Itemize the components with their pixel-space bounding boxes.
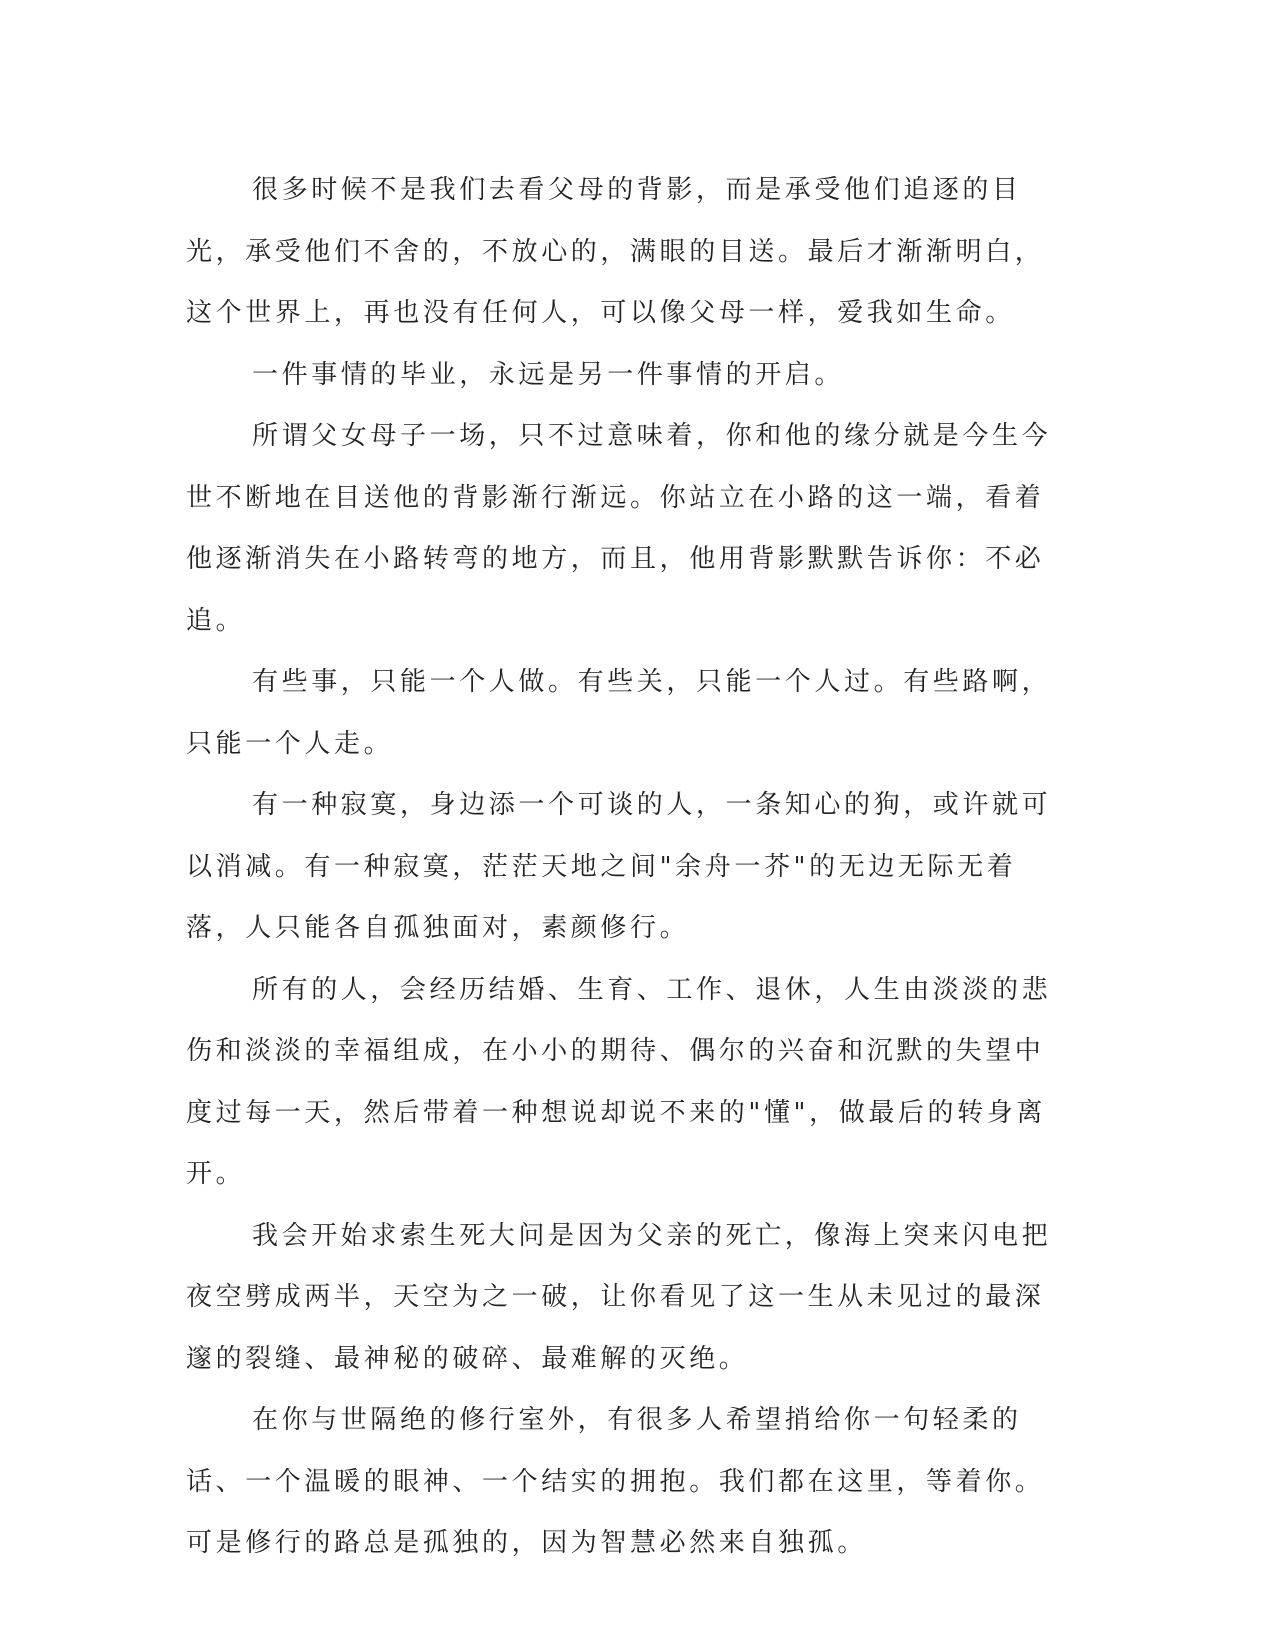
paragraph-5: 有一种寂寞，身边添一个可谈的人，一条知心的狗，或许就可以消减。有一种寂寞，茫茫天地之间"余舟一芥"的无边无际无着落，人只能各自孤独面对，素颜修行。: [186, 790, 1052, 943]
paragraph-4: 有些事，只能一个人做。有些关，只能一个人过。有些路啊，只能一个人走。: [186, 667, 1052, 759]
paragraph-6: 所有的人，会经历结婚、生育、工作、退休，人生由淡淡的悲伤和淡淡的幸福组成，在小小的期待、偶尔的兴奋和沉默的失望中度过每一天，然后带着一种想说却说不来的"懂"，做最后的转身离开。: [186, 974, 1052, 1189]
paragraph-2: 一件事情的毕业，永远是另一件事情的开启。: [252, 359, 845, 390]
paragraph-7: 我会开始求索生死大问是因为父亲的死亡，像海上突来闪电把夜空劈成两半，天空为之一破，让你看见了这一生从未见过的最深邃的裂缝、最神秘的破碎、最难解的灭绝。: [186, 1220, 1052, 1374]
paragraph-3: 所谓父女母子一场，只不过意味着，你和他的缘分就是今生今世不断地在目送他的背影渐行渐远。你站立在小路的这一端，看着他逐渐消失在小路转弯的地方，而且，他用背影默默告诉你：不必追。: [186, 421, 1052, 636]
document-body: [186, 160, 1066, 1575]
paragraph-8: 在你与世隔绝的修行室外，有很多人希望捎给你一句轻柔的话、一个温暖的眼神、一个结实的拥抱。我们都在这里，等着你。可是修行的路总是孤独的，因为智慧必然来自独孤。: [186, 1405, 1045, 1558]
paragraph-1: 很多时候不是我们去看父母的背影，而是承受他们追逐的目光，承受他们不舍的，不放心的，满眼的目送。最后才渐渐明白，这个世界上，再也没有任何人，可以像父母一样，爱我如生命。: [186, 175, 1045, 328]
